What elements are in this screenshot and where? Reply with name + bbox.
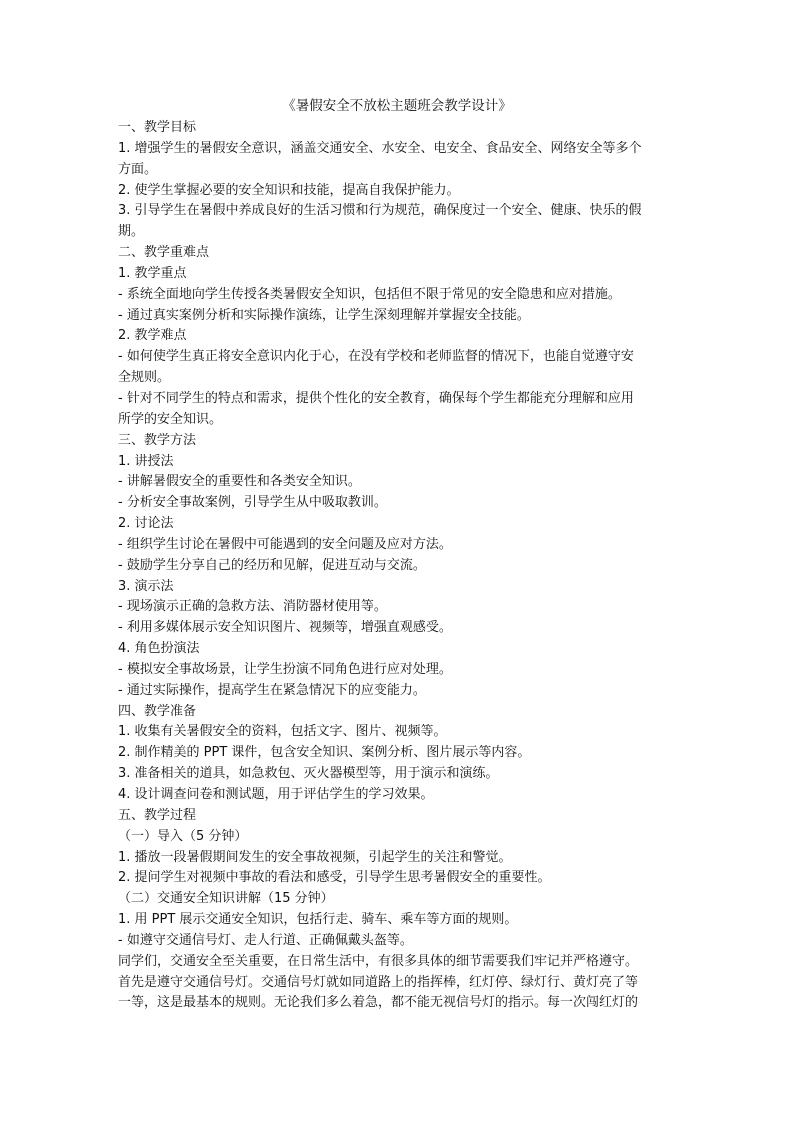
paragraph-line: 全规则。 [118, 370, 171, 386]
subheading-line: 3. 演示法 [118, 578, 174, 594]
paragraph-line: - 利用多媒体展示安全知识图片、视频等，增强直观感受。 [118, 620, 452, 636]
paragraph-line: - 模拟安全事故场景，让学生扮演不同角色进行应对处理。 [118, 661, 452, 677]
paragraph-line: 首先是遵守交通信号灯。交通信号灯就如同道路上的指挥棒，红灯停、绿灯行、黄灯亮了等 [118, 974, 639, 990]
section-heading-objectives: 一、教学目标 [118, 120, 197, 135]
paragraph-line: 2. 使学生掌握必要的安全知识和技能，提高自我保护能力。 [118, 182, 460, 198]
section-heading-process: 五、教学过程 [118, 807, 197, 823]
paragraph-line: 期。 [118, 224, 145, 240]
paragraph-line: 方面。 [118, 161, 158, 177]
paragraph-line: - 针对不同学生的特点和需求，提供个性化的安全教育，确保每个学生都能充分理解和应用 [118, 390, 634, 406]
subheading-line: 1. 讲授法 [118, 453, 174, 469]
subheading-line: 2. 讨论法 [118, 516, 174, 532]
paragraph-line: 1. 用 PPT 展示交通安全知识，包括行走、骑车、乘车等方面的规则。 [118, 912, 518, 928]
paragraph-line: 2. 提问学生对视频中事故的看法和感受，引导学生思考暑假安全的重要性。 [118, 870, 551, 886]
paragraph-line: - 分析安全事故案例，引导学生从中吸取教训。 [118, 495, 387, 511]
paragraph-line: - 系统全面地向学生传授各类暑假安全知识，包括但不限于常见的安全隐患和应对措施。 [118, 286, 621, 302]
subheading-line: 4. 角色扮演法 [118, 641, 200, 657]
paragraph-line: 2. 制作精美的 PPT 课件，包含安全知识、案例分析、图片展示等内容。 [118, 745, 531, 761]
paragraph-line: - 如遵守交通信号灯、走人行道、正确佩戴头盔等。 [118, 932, 413, 948]
subheading-line: （二）交通安全知识讲解（15 分钟） [118, 891, 334, 907]
section-heading-methods: 三、教学方法 [118, 432, 197, 448]
section-heading-preparation: 四、教学准备 [118, 703, 197, 719]
paragraph-line: 1. 播放一段暑假期间发生的安全事故视频，引起学生的关注和警觉。 [118, 849, 512, 865]
paragraph-line: - 通过真实案例分析和实际操作演练，让学生深刻理解并掌握安全技能。 [118, 307, 530, 323]
paragraph-line: - 现场演示正确的急救方法、消防器材使用等。 [118, 599, 387, 615]
paragraph-line: - 如何使学生真正将安全意识内化于心，在没有学校和老师监督的情况下，也能自觉遵守安 [118, 349, 634, 365]
paragraph-line: 3. 引导学生在暑假中养成良好的生活习惯和行为规范，确保度过一个安全、健康、快乐的假 [118, 203, 642, 219]
document-body [118, 118, 678, 1014]
subheading-line: 1. 教学重点 [118, 265, 187, 281]
paragraph-line: 一等，这是最基本的规则。无论我们多么着急，都不能无视信号灯的指示。每一次闯红灯的 [118, 995, 639, 1011]
paragraph-line: - 鼓励学生分享自己的经历和见解，促进互动与交流。 [118, 557, 426, 573]
paragraph-line: - 通过实际操作，提高学生在紧急情况下的应变能力。 [118, 682, 426, 698]
paragraph-line: - 讲解暑假安全的重要性和各类安全知识。 [118, 474, 361, 490]
paragraph-line: - 组织学生讨论在暑假中可能遇到的安全问题及应对方法。 [118, 536, 452, 552]
paragraph-line: 同学们，交通安全至关重要，在日常生活中，有很多具体的细节需要我们牢记并严格遵守。 [118, 953, 639, 969]
paragraph-line: 所学的安全知识。 [118, 411, 223, 427]
subheading-line: 2. 教学难点 [118, 328, 187, 344]
paragraph-line: 1. 收集有关暑假安全的资料，包括文字、图片、视频等。 [118, 724, 447, 740]
paragraph-line: 4. 设计调查问卷和测试题，用于评估学生的学习效果。 [118, 787, 434, 802]
document-title: 《暑假安全不放松主题班会教学设计》 [282, 98, 512, 114]
subheading-line: （一）导入（5 分钟） [118, 828, 248, 844]
section-heading-key-points: 二、教学重难点 [118, 245, 210, 261]
paragraph-line: 1. 增强学生的暑假安全意识，涵盖交通安全、水安全、电安全、食品安全、网络安全等多个 [118, 140, 642, 156]
paragraph-line: 3. 准备相关的道具，如急救包、灭火器模型等，用于演示和演练。 [118, 766, 499, 782]
